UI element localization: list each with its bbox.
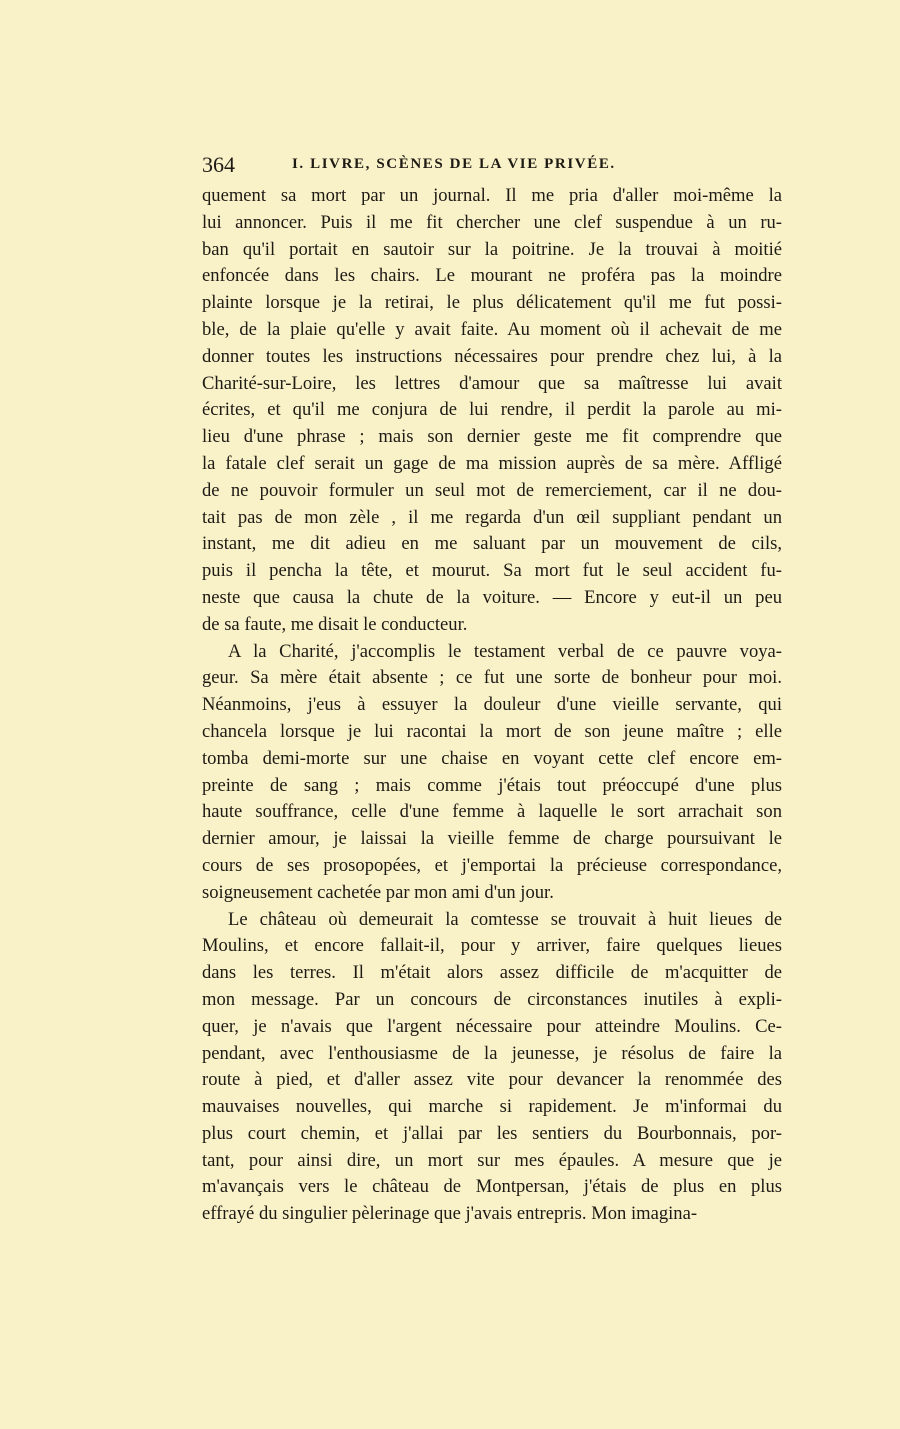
text-line: de sa faute, me disait le conducteur. — [202, 613, 468, 635]
text-line: puis il pencha la tête, et mourut. Sa mort fut le seul accident fu- — [202, 560, 782, 582]
text-line: de ne pouvoir formuler un seul mot de remerciement, car il ne dou- — [202, 479, 782, 501]
text-line: tait pas de mon zèle , il me regarda d'un œil suppliant pendant un — [202, 506, 782, 528]
text-line: effrayé du singulier pèlerinage que j'avais entrepris. Mon imagina- — [202, 1203, 698, 1225]
text-line: enfoncée dans les chairs. Le mourant ne proféra pas la moindre — [202, 265, 782, 287]
text-line: tant, pour ainsi dire, un mort sur mes épaules. A mesure que je — [202, 1149, 782, 1171]
text-line: A la Charité, j'accomplis le testament verbal de ce pauvre voya- — [228, 640, 782, 662]
text-line: mauvaises nouvelles, qui marche si rapidement. Je m'informai du — [202, 1096, 782, 1118]
text-line: geur. Sa mère était absente ; ce fut une sorte de bonheur pour moi. — [202, 667, 782, 689]
text-line: Le château où demeurait la comtesse se trouvait à huit lieues de — [228, 908, 782, 930]
text-line: lieu d'une phrase ; mais son dernier geste me fit comprendre que — [202, 426, 782, 448]
text-line: donner toutes les instructions nécessaires pour prendre chez lui, à la — [202, 345, 782, 367]
text-line: plus court chemin, et j'allai par les sentiers du Bourbonnais, por- — [202, 1122, 782, 1144]
text-line: ble, de la plaie qu'elle y avait faite. Au moment où il achevait de me — [202, 318, 782, 340]
running-header — [202, 152, 782, 182]
text-line: la fatale clef serait un gage de ma mission auprès de sa mère. Affligé — [202, 452, 782, 474]
text-line: plainte lorsque je la retirai, le plus délicatement qu'il me fut possi- — [202, 292, 782, 314]
text-line: route à pied, et d'aller assez vite pour devancer la renommée des — [202, 1069, 782, 1091]
text-line: Charité-sur-Loire, les lettres d'amour que sa maîtresse lui avait — [202, 372, 782, 394]
page-number: 364 — [202, 152, 235, 177]
text-line: cours de ses prosopopées, et j'emportai la précieuse correspondance, — [202, 854, 782, 876]
text-line: dans les terres. Il m'était alors assez difficile de m'acquitter de — [202, 962, 782, 984]
text-line: haute souffrance, celle d'une femme à laquelle le sort arrachait son — [202, 801, 782, 823]
page-body-text — [202, 183, 782, 1228]
text-line: neste que causa la chute de la voiture. — Encore y eut-il un peu — [202, 586, 782, 608]
text-line: dernier amour, je laissai la vieille femme de charge poursuivant le — [202, 828, 782, 850]
text-line: ban qu'il portait en sautoir sur la poitrine. Je la trouvai à moitié — [202, 238, 782, 260]
text-line: quer, je n'avais que l'argent nécessaire pour atteindre Moulins. Ce- — [202, 1015, 782, 1037]
text-line: quement sa mort par un journal. Il me pria d'aller moi-même la — [202, 185, 782, 206]
text-line: lui annoncer. Puis il me fit chercher une clef suspendue à un ru- — [202, 211, 782, 233]
text-line: pendant, avec l'enthousiasme de la jeunesse, je résolus de faire la — [202, 1042, 782, 1064]
text-line: instant, me dit adieu en me saluant par un mouvement de cils, — [202, 533, 782, 555]
text-line: preinte de sang ; mais comme j'étais tout préoccupé d'une plus — [202, 774, 782, 796]
running-title: I. LIVRE, SCÈNES DE LA VIE PRIVÉE. — [292, 156, 616, 172]
text-line: chancela lorsque je lui racontai la mort de son jeune maître ; elle — [202, 720, 782, 742]
text-line: tomba demi-morte sur une chaise en voyant cette clef encore em- — [202, 747, 782, 769]
text-line: écrites, et qu'il me conjura de lui rendre, il perdit la parole au mi- — [202, 399, 782, 421]
text-line: Moulins, et encore fallait-il, pour y arriver, faire quelques lieues — [202, 935, 782, 957]
text-line: soigneusement cachetée par mon ami d'un jour. — [202, 881, 554, 903]
text-line: mon message. Par un concours de circonstances inutiles à expli- — [202, 988, 782, 1010]
text-line: Néanmoins, j'eus à essuyer la douleur d'une vieille servante, qui — [202, 694, 782, 716]
text-line: m'avançais vers le château de Montpersan, j'étais de plus en plus — [202, 1176, 782, 1198]
